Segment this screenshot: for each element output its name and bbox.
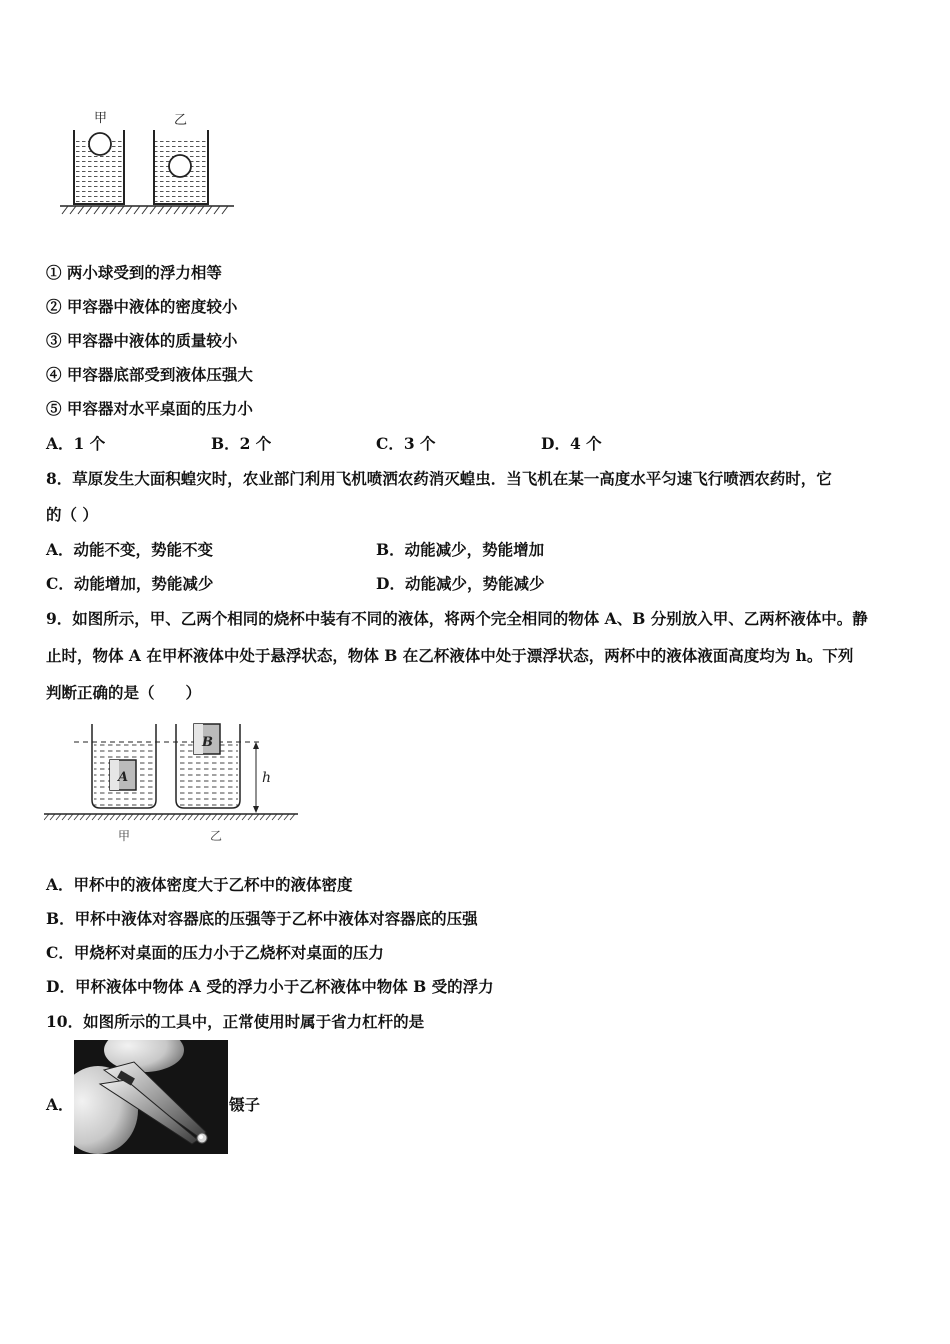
figure-two-beakers xyxy=(44,718,300,848)
q8-option-d[interactable]: D．动能减少，势能减少 xyxy=(376,574,545,593)
figure2-label-left: 甲 xyxy=(118,829,131,843)
q7-statement-5: ⑤ 甲容器对水平桌面的压力小 xyxy=(46,399,253,418)
q7-option-c[interactable]: C．3 个 xyxy=(376,434,436,453)
q7-option-d[interactable]: D．4 个 xyxy=(541,434,602,453)
q8-stem-line2: 的（ ） xyxy=(46,505,98,524)
q7-statement-1: ① 两小球受到的浮力相等 xyxy=(46,263,222,282)
tweezers-icon xyxy=(74,1040,228,1154)
q9-option-c[interactable]: C．甲烧杯对桌面的压力小于乙烧杯对桌面的压力 xyxy=(46,943,384,962)
figure-two-containers xyxy=(58,104,238,216)
q9-option-b[interactable]: B．甲杯中液体对容器底的压强等于乙杯中液体对容器底的压强 xyxy=(46,909,478,928)
q10-option-a-text: 镊子 xyxy=(229,1095,261,1114)
q10-option-a-letter[interactable]: A． xyxy=(46,1095,74,1114)
q8-stem-line1: 8．草原发生大面积蝗灾时，农业部门利用飞机喷洒农药消灭蝗虫．当飞机在某一高度水平匀速飞行喷洒农药时，它 xyxy=(46,469,832,488)
q9-option-d[interactable]: D．甲杯液体中物体 A 受的浮力小于乙杯液体中物体 B 受的浮力 xyxy=(46,977,494,996)
q9-stem-line2: 止时，物体 A 在甲杯液体中处于悬浮状态，物体 B 在乙杯液体中处于漂浮状态，两杯中的液体液面高度均为 h。下列 xyxy=(46,646,854,665)
q7-statement-4: ④ 甲容器底部受到液体压强大 xyxy=(46,365,253,384)
figure1-label-left: 甲 xyxy=(94,111,108,126)
q7-option-a[interactable]: A．1 个 xyxy=(46,434,106,453)
figure1-label-right: 乙 xyxy=(174,113,188,128)
q7-option-b[interactable]: B．2 个 xyxy=(211,434,272,453)
height-label: h xyxy=(262,770,272,786)
q10-stem: 10．如图所示的工具中，正常使用时属于省力杠杆的是 xyxy=(46,1012,425,1031)
q7-statement-2: ② 甲容器中液体的密度较小 xyxy=(46,297,238,316)
q9-stem-line1: 9．如图所示，甲、乙两个相同的烧杯中装有不同的液体，将两个完全相同的物体 A、B 分别放入甲、乙两杯液体中。静 xyxy=(46,609,868,628)
ball-right xyxy=(169,155,191,177)
ball-left xyxy=(89,133,111,155)
object-a-label: A xyxy=(118,770,129,785)
q9-option-a[interactable]: A．甲杯中的液体密度大于乙杯中的液体密度 xyxy=(46,875,353,894)
figure2-label-right: 乙 xyxy=(210,829,223,843)
q8-option-a[interactable]: A．动能不变，势能不变 xyxy=(46,540,214,559)
q8-option-c[interactable]: C．动能增加，势能减少 xyxy=(46,574,214,593)
q7-statement-3: ③ 甲容器中液体的质量较小 xyxy=(46,331,238,350)
tweezers-photo xyxy=(74,1040,228,1154)
q8-option-b[interactable]: B．动能减少，势能增加 xyxy=(376,540,545,559)
q9-stem-line3: 判断正确的是（ ） xyxy=(46,683,202,702)
object-b-label: B xyxy=(202,735,213,750)
